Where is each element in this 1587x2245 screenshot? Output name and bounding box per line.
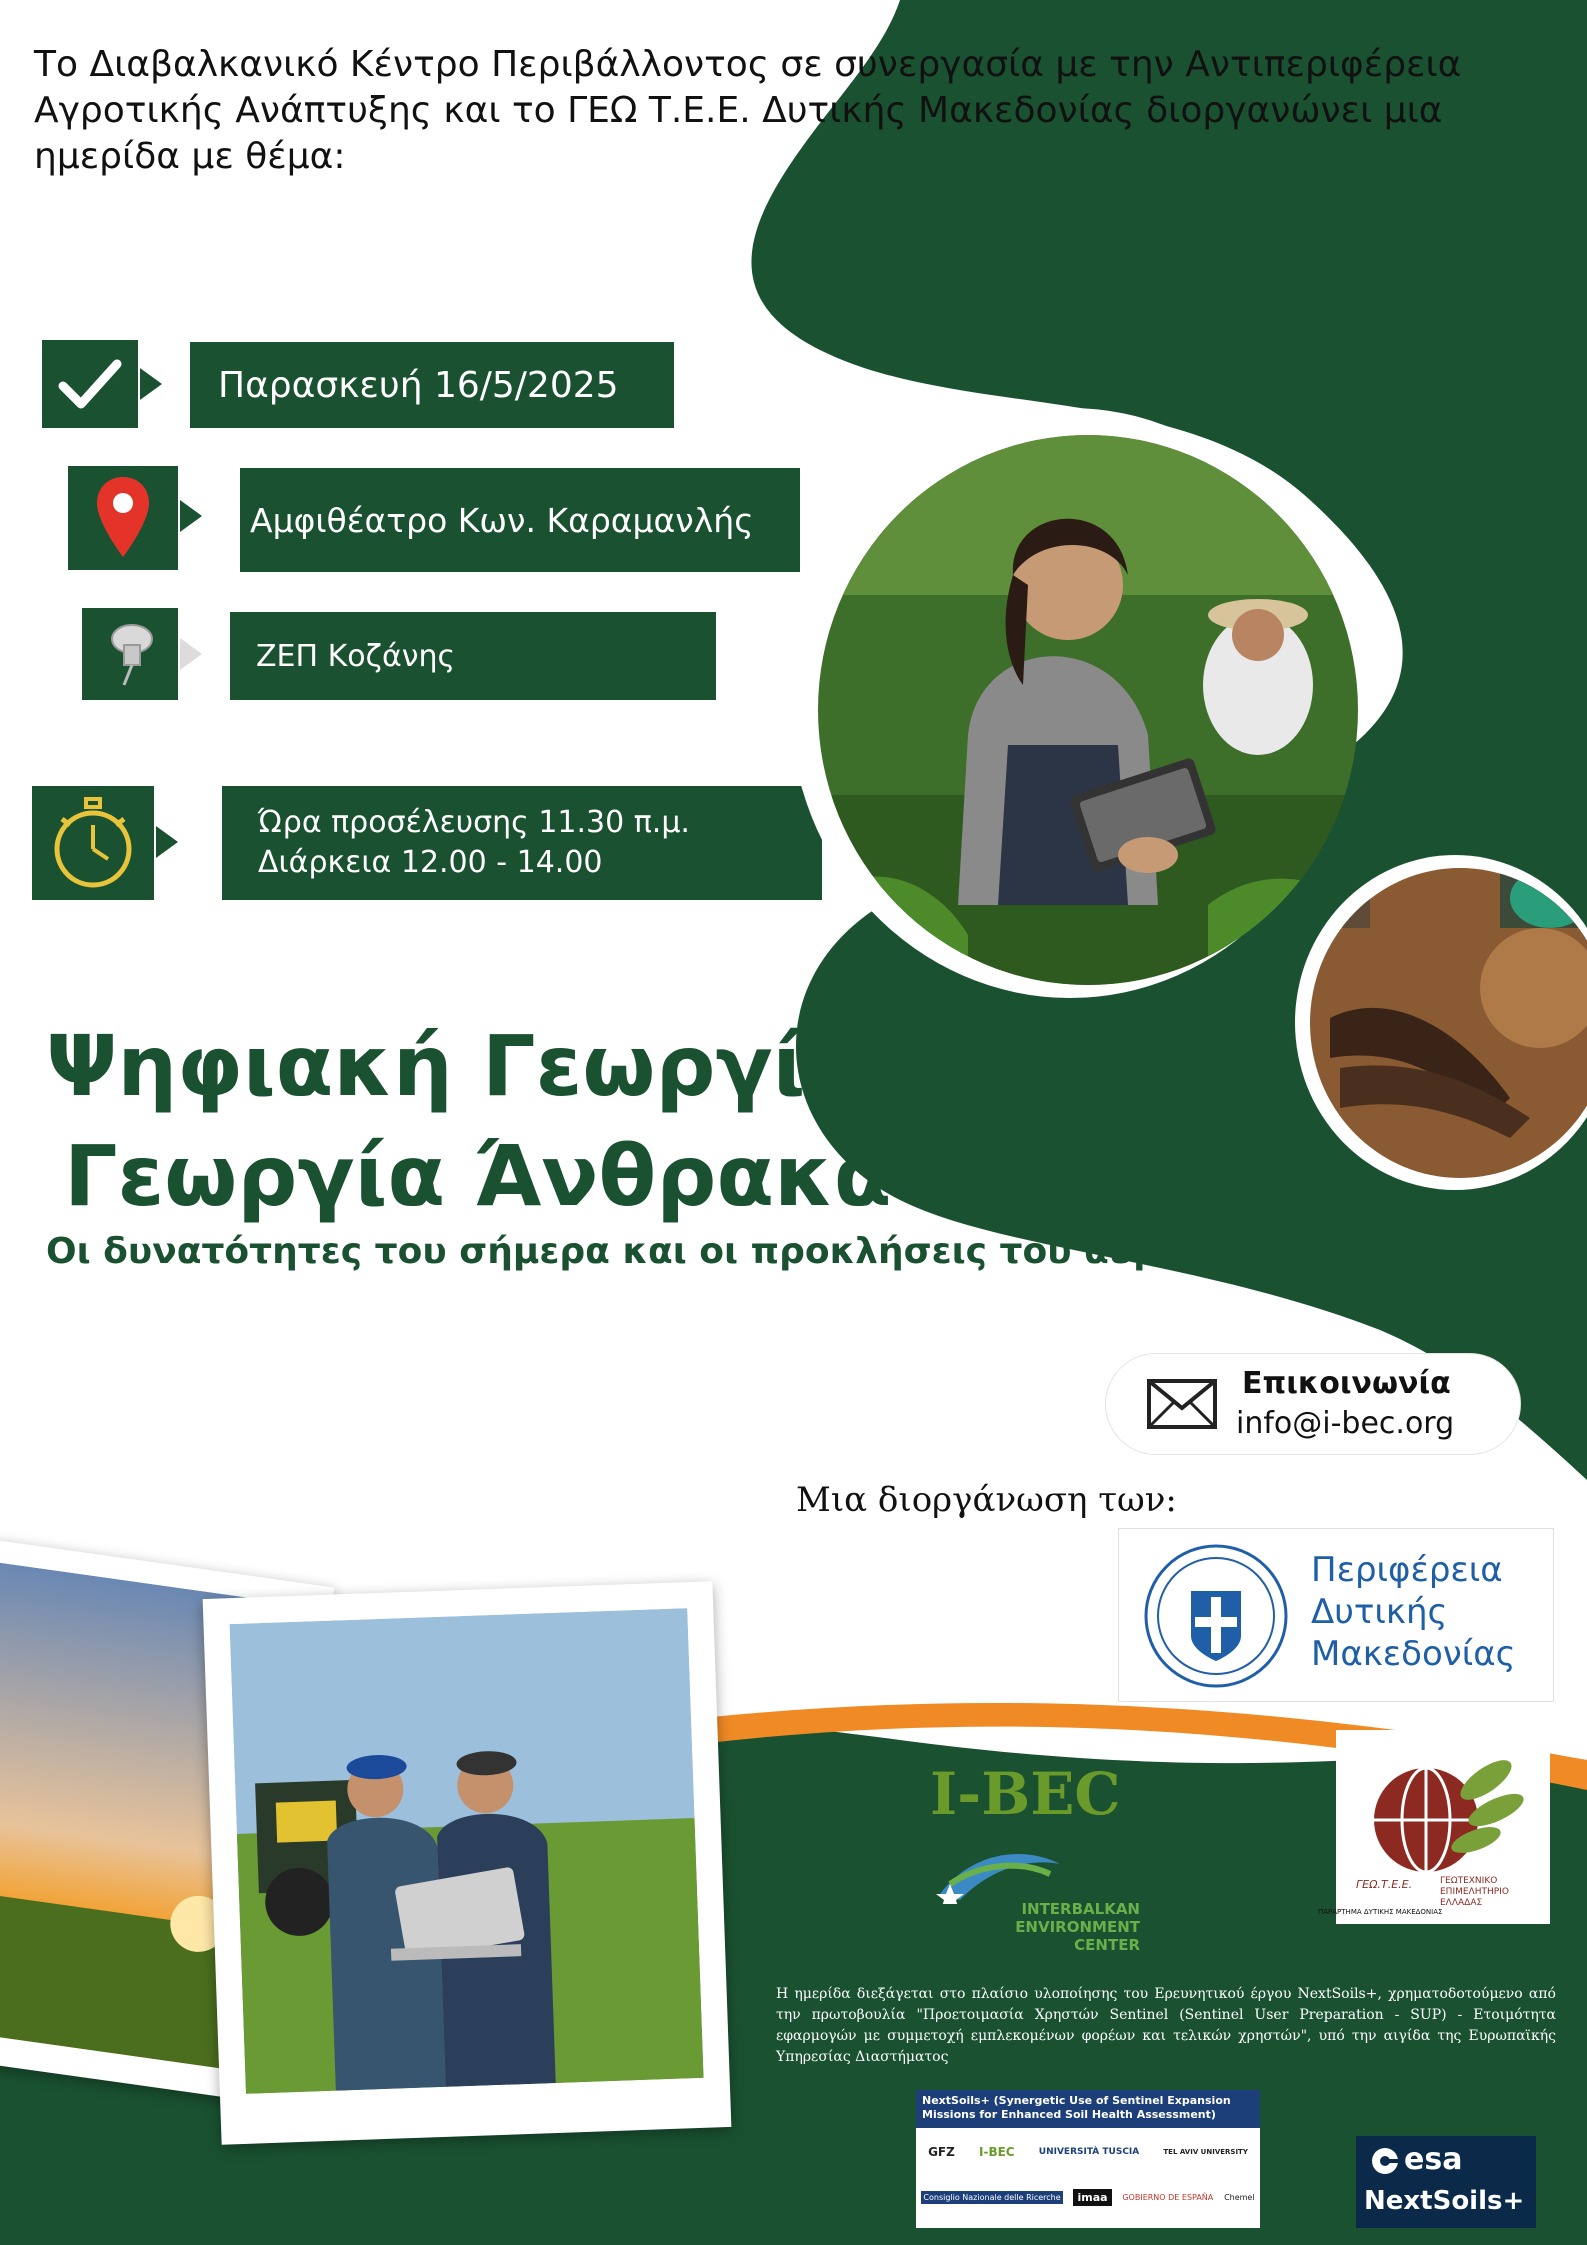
envelope-icon: [1146, 1378, 1218, 1430]
ibec-line1: INTERBALKAN: [1021, 1900, 1140, 1918]
contact-label: Επικοινωνία: [1242, 1366, 1451, 1401]
arrow-decoration: [156, 826, 178, 858]
partner-logo: UNIVERSITÀ TUSCIA: [1038, 2147, 1140, 2157]
contact-card: [1106, 1354, 1520, 1454]
geotee-line3: ΕΛΛΑΔΑΣ: [1440, 1898, 1483, 1908]
event-venue: Αμφιθέατρο Κων. Καραμανλής: [240, 468, 800, 572]
geotee-line2: ΕΠΙΜΕΛΗΤΗΡΙΟ: [1440, 1887, 1509, 1897]
partners-row-2: [916, 2176, 1260, 2218]
geotee-globe-icon: [1356, 1740, 1536, 1890]
arrival-time: Ώρα προσέλευσης 11.30 π.μ.: [258, 805, 690, 840]
stopwatch-icon-box: [32, 786, 154, 900]
partner-logo: Consiglio Nazionale delle Ricerche: [923, 2192, 1061, 2202]
intro-text: Το Διαβαλκανικό Κέντρο Περιβάλλοντος σε συνεργασία με την Αντιπεριφέρεια Αγροτικής Ανάπτυξης και το ΓΕΩ Τ.Ε.Ε. Δυτικής Μακεδονίας διοργανώνει μια ημερίδα με θέμα:: [34, 44, 1462, 177]
region-logo-text: [1311, 1549, 1516, 1675]
organizers-label: Μια διοργάνωση των:: [796, 1480, 1177, 1520]
geotee-text: [1440, 1876, 1509, 1909]
polaroid-photo-front: [203, 1581, 732, 2144]
farmer-tablet-photo: [818, 435, 1358, 985]
ibec-name: I-BEC: [930, 1760, 1121, 1828]
arrow-decoration: [140, 368, 162, 400]
ibec-swoosh-icon: [930, 1824, 1070, 1904]
subtitle: Οι δυνατότητες του σήμερα και οι προκλήσεις του αύριο: [46, 1231, 1198, 1272]
farmer-tablet-illustration: [818, 435, 1358, 985]
contact-email[interactable]: info@i-bec.org: [1236, 1406, 1455, 1441]
pushpin-icon-box: [82, 608, 178, 700]
pushpin-icon: [98, 619, 162, 689]
ibec-logo: [930, 1760, 1150, 1954]
location-icon-box: [68, 466, 178, 570]
date-icon-box: [42, 340, 138, 428]
esa-product: NextSoils+: [1364, 2186, 1525, 2216]
stopwatch-icon: [48, 795, 138, 891]
checkmark-icon: [55, 354, 125, 414]
event-time-box: [222, 786, 822, 900]
partner-logo: GFZ: [928, 2145, 955, 2159]
esa-brand: esa: [1404, 2142, 1463, 2177]
footnote: Η ημερίδα διεξάγεται στο πλαίσιο υλοποίησης του Ερευνητικού έργου NextSoils+, χρηματοδοτούμενο από την πρωτοβουλία "Προετοιμασία Χρηστών Sentinel (Sentinel User Preparation - SUP) - Ετοιμότητα εφαρμογών με συμμετοχή εμπλεκομένων φορέων και τελικών χρηστών", υπό την αιγίδα της Ευρωπαϊκής Υπηρεσίας Διαστήματος: [776, 1986, 1556, 2065]
ibec-subtitle: [1010, 1900, 1140, 1954]
duration: Διάρκεια 12.00 - 14.00: [258, 845, 603, 880]
partner-logo: imaa: [1073, 2189, 1111, 2206]
region-line2: Δυτικής: [1311, 1592, 1448, 1632]
partner-logo: I-BEC: [979, 2145, 1015, 2159]
region-line3: Μακεδονίας: [1311, 1634, 1516, 1674]
farmers-laptop-illustration: [230, 1608, 704, 2094]
geotee-abbr: ΓΕΩ.Τ.Ε.Ε.: [1356, 1878, 1413, 1891]
event-place: ΖΕΠ Κοζάνης: [230, 612, 716, 700]
title-line2: Γεωργία Άνθρακα: [64, 1127, 892, 1225]
partner-logo: Chemel: [1224, 2192, 1255, 2202]
nextsoils-partners-strip: [916, 2090, 1260, 2228]
region-line1: Περιφέρεια: [1311, 1550, 1503, 1590]
ibec-line2: ENVIRONMENT CENTER: [1015, 1918, 1140, 1954]
partner-logo: GOBIERNO DE ESPAÑA: [1122, 2192, 1214, 2202]
geotee-line1: ΓΕΩΤΕΧΝΙΚΟ: [1440, 1876, 1498, 1886]
arrow-decoration: [180, 500, 202, 532]
region-logo-card: [1118, 1528, 1554, 1702]
nextsoils-strip-title: NextSoils+ (Synergetic Use of Sentinel Expansion Missions for Enhanced Soil Health Assessment): [916, 2090, 1260, 2128]
map-pin-icon: [93, 473, 153, 563]
geotee-branch: ΠΑΡΑΡΤΗΜΑ ΔΥΤΙΚΗΣ ΜΑΚΕΔΟΝΙΑΣ: [1318, 1908, 1443, 1916]
event-date: Παρασκευή 16/5/2025: [190, 342, 674, 428]
geotee-logo-card: [1336, 1730, 1550, 1924]
title-line1: Ψηφιακή Γεωργία &: [46, 1017, 966, 1115]
esa-nextsoils-logo: [1356, 2136, 1536, 2228]
esa-icon: [1370, 2146, 1400, 2176]
partner-logo: TEL AVIV UNIVERSITY: [1163, 2148, 1248, 2156]
greek-emblem-icon: [1141, 1541, 1291, 1691]
partners-row-1: [916, 2128, 1260, 2176]
arrow-decoration: [180, 638, 202, 670]
